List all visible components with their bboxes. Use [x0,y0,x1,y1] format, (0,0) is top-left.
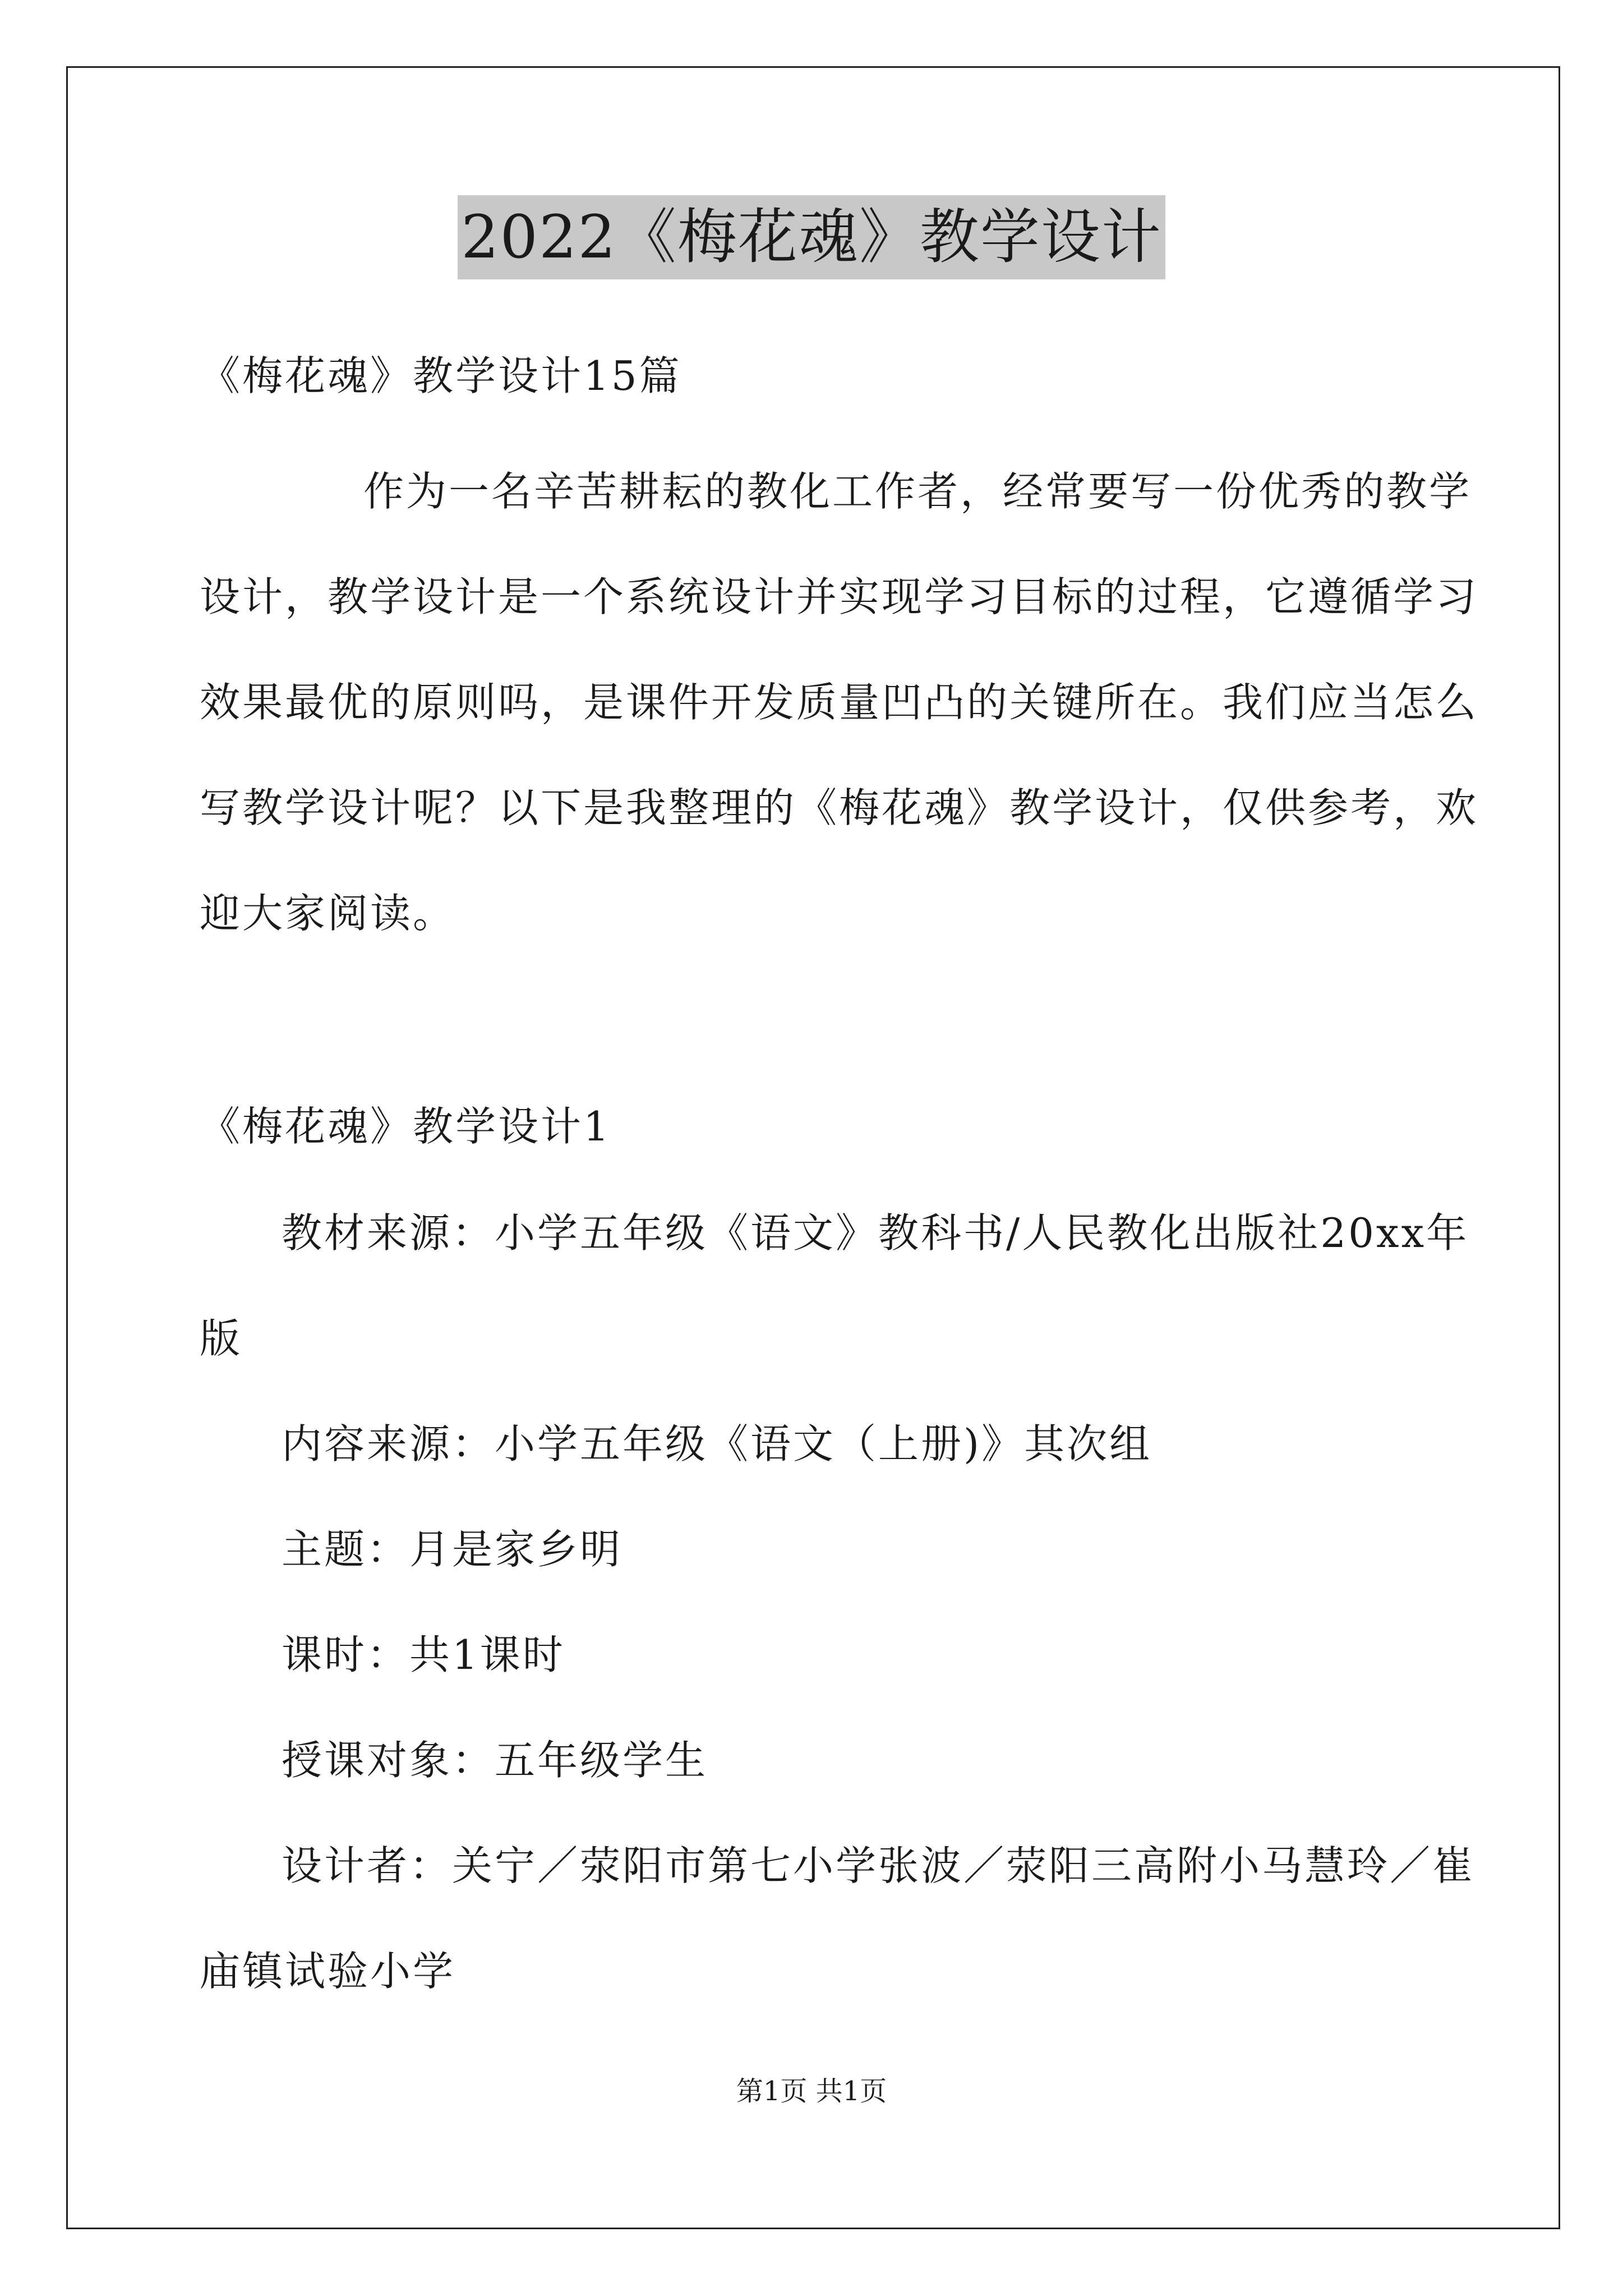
intro-line-3: 效果最优的原则吗，是课件开发质量凹凸的关键所在。我们应当怎么 [200,679,1479,726]
designer-line-2: 庙镇试验小学 [200,1948,456,1995]
title-container [0,195,1623,279]
section-heading: 《梅花魂》教学设计1 [200,1103,611,1150]
material-line-1: 教材来源：小学五年级《语文》教科书/人民教化出版社20xx年 [282,1209,1469,1257]
theme: 主题：月是家乡明 [282,1526,623,1573]
class-hours: 课时：共1课时 [282,1631,565,1678]
document-subtitle: 《梅花魂》教学设计15篇 [200,352,682,399]
audience: 授课对象：五年级学生 [282,1737,708,1784]
designer-line-1: 设计者：关宁／荥阳市第七小学张波／荥阳三高附小马慧玲／崔 [282,1842,1476,1889]
intro-line-1: 作为一名辛苦耕耘的教化工作者，经常要写一份优秀的教学 [363,468,1472,515]
material-line-2: 版 [200,1315,243,1362]
intro-line-4: 写教学设计呢？以下是我整理的《梅花魂》教学设计，仅供参考，欢 [200,784,1479,831]
page-footer: 第1页 共1页 [736,2076,887,2107]
document-title: 2022《梅花魂》教学设计 [458,195,1165,279]
intro-line-5: 迎大家阅读。 [200,890,456,937]
intro-line-2: 设计，教学设计是一个系统设计并实现学习目标的过程，它遵循学习 [200,573,1479,620]
content-source: 内容来源：小学五年级《语文（上册)》其次组 [282,1420,1152,1467]
